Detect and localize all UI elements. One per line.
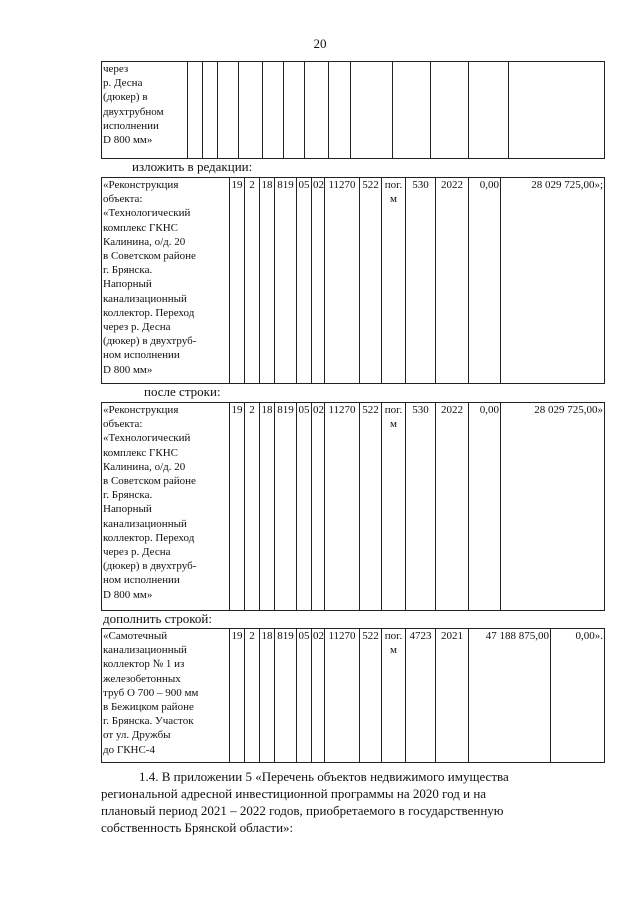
value-cell: 47 188 875,00 [469, 629, 551, 763]
paragraph-1-4 [101, 768, 604, 836]
code-cell: 522 [360, 403, 382, 611]
table-row-after [101, 402, 605, 611]
year-cell: 2022 [436, 178, 469, 384]
table-row-edit [101, 177, 605, 384]
code-cell: 05 [297, 178, 312, 384]
code-cell: 522 [360, 629, 382, 763]
code-cell: 19 [230, 403, 245, 611]
unit-cell: пог. м [382, 629, 406, 763]
code-cell: 2 [245, 629, 260, 763]
code-cell: 02 [312, 178, 325, 384]
table-row [102, 178, 605, 384]
code-cell: 18 [260, 629, 275, 763]
value-cell: 0,00 [469, 403, 501, 611]
code-cell: 11270 [325, 629, 360, 763]
value-cell: 0,00». [551, 629, 605, 763]
table-row [102, 403, 605, 611]
label-add: дополнить строкой: [103, 611, 212, 626]
paragraph-line: региональной адресной инвестиционной программы на 2020 год и на [101, 786, 487, 801]
code-cell: 2 [245, 178, 260, 384]
code-cell: 02 [312, 403, 325, 611]
year-cell: 2022 [436, 403, 469, 611]
object-name-cell: «Реконструкция объекта: «Технологический комплекс ГКНС Калинина, о/д. 20 в Советском районе г. Брянска. Напорный канализационный коллектор. Переход через р. Десна (дюкер) в двухтруб- ном исполнении D 800 мм» [102, 403, 230, 611]
table-fragment-top [101, 61, 605, 159]
label-after: после строки: [144, 384, 221, 399]
code-cell: 2 [245, 403, 260, 611]
code-cell: 819 [275, 403, 297, 611]
code-cell: 819 [275, 178, 297, 384]
code-cell: 522 [360, 178, 382, 384]
unit-cell: пог. м [382, 178, 406, 384]
object-name-cell: «Реконструкция объекта: «Технологический комплекс ГКНС Калинина, о/д. 20 в Советском районе г. Брянска. Напорный канализационный коллектор. Переход через р. Десна (дюкер) в двухтруб- ном исполнении D 800 мм» [102, 178, 230, 384]
page-number: 20 [313, 36, 327, 51]
quantity-cell: 530 [406, 178, 436, 384]
code-cell: 18 [260, 403, 275, 611]
value-cell: 0,00 [469, 178, 501, 384]
quantity-cell: 4723 [406, 629, 436, 763]
code-cell: 19 [230, 629, 245, 763]
code-cell: 11270 [325, 178, 360, 384]
code-cell: 05 [297, 403, 312, 611]
code-cell: 11270 [325, 403, 360, 611]
paragraph-line: 1.4. В приложении 5 «Перечень объектов недвижимого имущества [139, 769, 509, 784]
code-cell: 819 [275, 629, 297, 763]
code-cell: 02 [312, 629, 325, 763]
code-cell: 18 [260, 178, 275, 384]
unit-cell: пог. м [382, 403, 406, 611]
table-row-add [101, 628, 605, 763]
quantity-cell: 530 [406, 403, 436, 611]
value-cell: 28 029 725,00»; [501, 178, 605, 384]
code-cell: 19 [230, 178, 245, 384]
object-name-cell: «Самотечный канализационный коллектор № 1 из железобетонных труб O 700 – 900 мм в Бежицком районе г. Брянска. Участок от ул. Дружбы до ГКНС-4 [102, 629, 230, 763]
label-edit: изложить в редакции: [132, 159, 253, 174]
table-row [102, 629, 605, 763]
paragraph-line: собственность Брянской области»: [101, 820, 294, 835]
value-cell: 28 029 725,00» [501, 403, 605, 611]
year-cell: 2021 [436, 629, 469, 763]
code-cell: 05 [297, 629, 312, 763]
paragraph-line: плановый период 2021 – 2022 годов, приобретаемого в государственную [101, 803, 504, 818]
object-name-cell: через р. Десна (дюкер) в двухтрубном исполнении D 800 мм» [102, 62, 188, 159]
table-row [102, 62, 605, 159]
